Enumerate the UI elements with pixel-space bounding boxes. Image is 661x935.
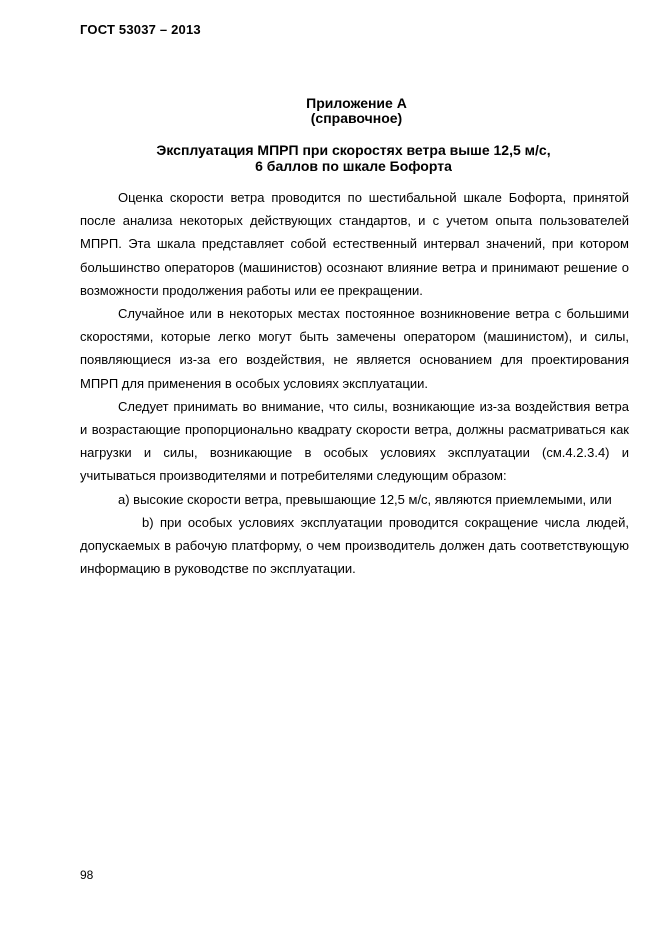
section-title (0, 142, 661, 174)
paragraph-3: Следует принимать во внимание, что силы, возникающие из-за воздействия ветра и возрастающие пропорционально квадрату скорости ветра, должны расматриваться как нагрузки и силы, возникающие в особых условиях эксплуатации (см.4.2.3.4) и учитываться производителями и потребителями следующим образом: (80, 398, 629, 484)
body-text (80, 186, 629, 580)
standard-code-header: ГОСТ 53037 – 2013 (80, 22, 201, 37)
page-number: 98 (80, 868, 94, 882)
paragraph-2: Случайное или в некоторых местах постоянное возникновение ветра с большими скоростями, которые легко могут быть замечены оператором (машинистом), и силы, появляющиеся из-за его воздействия, не является основанием для проектирования МПРП для применения в особых условиях эксплуатации. (80, 306, 629, 391)
appendix-title-line2: (справочное) (310, 110, 403, 126)
list-item-a: а) высокие скорости ветра, превышающие 12,5 м/с, являются приемлемыми, или (118, 491, 612, 507)
paragraph-1: Оценка скорости ветра проводится по шестибальной шкале Бофорта, принятой после анализа некоторых действующих стандартов, и с учетом опыта пользователей МПРП. Эта шкала представляет собой естественный интервал значений, при котором большинство операторов (машинистов) осознают влияние ветра и принимают решение о возможности продолжения работы или ее прекращении. (80, 190, 629, 298)
appendix-title (0, 96, 661, 126)
list-item-b: b) при особых условиях эксплуатации проводится сокращение числа людей, допускаемых в рабочую платформу, о чем производитель должен дать соответствующую информацию в руководстве по эксплуатации. (80, 514, 629, 577)
section-title-line2: 6 баллов по шкале Бофорта (255, 158, 452, 174)
appendix-title-line1: Приложение А (306, 95, 407, 111)
section-title-line1: Эксплуатация МПРП при скоростях ветра выше 12,5 м/с, (156, 142, 551, 158)
